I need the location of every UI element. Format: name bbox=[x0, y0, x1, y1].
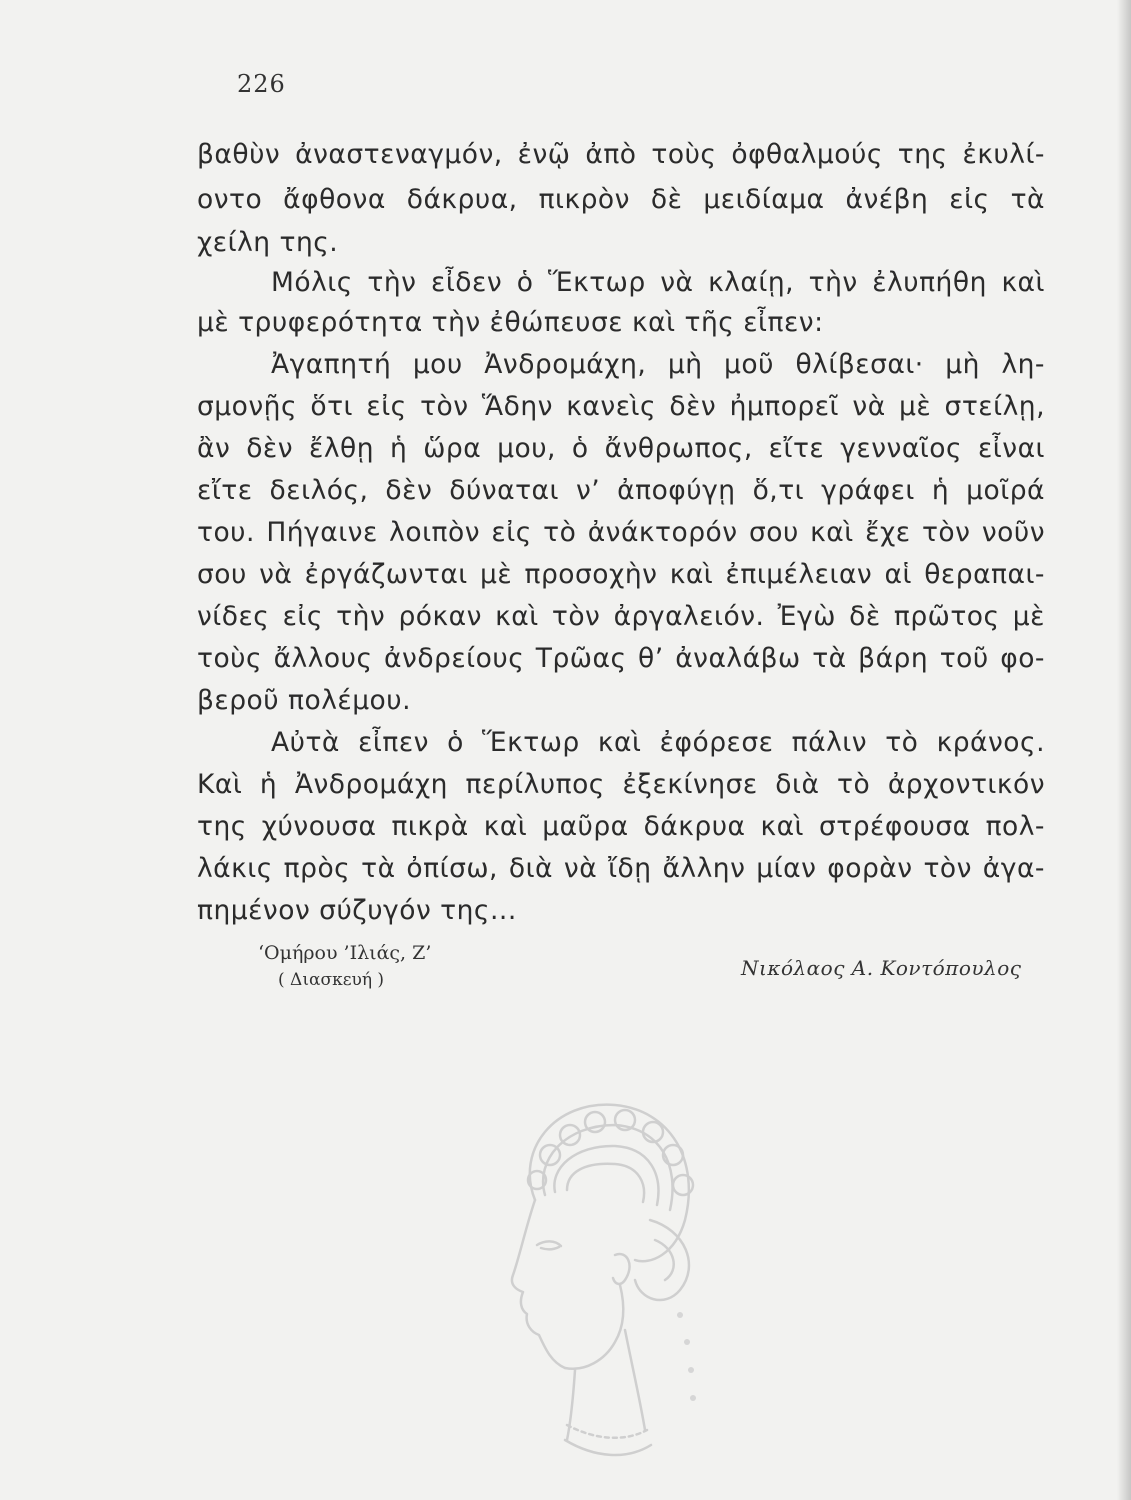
text-line: οντο ἄφθονα δάκρυα, πικρὸν δὲ μειδίαμα ἀνέβη εἰς τὰ bbox=[197, 184, 1045, 215]
text-line: Αὐτὰ εἶπεν ὁ Ἕκτωρ καὶ ἐφόρεσε πάλιν τὸ κράνος. bbox=[271, 727, 1045, 758]
source-note: ( Διασκευή ) bbox=[278, 970, 385, 990]
text-line: Μόλις τὴν εἶδεν ὁ Ἕκτωρ νὰ κλαίῃ, τὴν ἐλυπήθη καὶ bbox=[271, 267, 1045, 298]
text-line: νίδες εἰς τὴν ρόκαν καὶ τὸν ἀργαλειόν. Ἐγὼ δὲ πρῶτος μὲ bbox=[197, 601, 1045, 632]
text-line: χείλη της. bbox=[197, 227, 339, 258]
woman-profile-head-icon bbox=[475, 1080, 715, 1470]
text-line: τοὺς ἄλλους ἀνδρείους Τρῶας θ’ ἀναλάβω τὰ βάρη τοῦ φο- bbox=[197, 643, 1045, 674]
text-line: Καὶ ἡ Ἀνδρομάχη περίλυπος ἐξεκίνησε διὰ τὸ ἀρχοντικόν bbox=[197, 769, 1045, 800]
page-number: 226 bbox=[237, 70, 286, 98]
text-line: του. Πήγαινε λοιπὸν εἰς τὸ ἀνάκτορόν σου καὶ ἔχε τὸν νοῦν bbox=[197, 517, 1045, 548]
text-line: σμονῇς ὅτι εἰς τὸν Ἅδην κανεὶς δὲν ἠμπορεῖ νὰ μὲ στείλῃ, bbox=[197, 391, 1045, 422]
text-line: βεροῦ πολέμου. bbox=[197, 685, 412, 716]
text-line: της χύνουσα πικρὰ καὶ μαῦρα δάκρυα καὶ στρέφουσα πολ- bbox=[197, 811, 1045, 842]
page-edge-shadow bbox=[1117, 0, 1131, 1500]
author-signature: Νικόλαος Α. Κοντόπουλος bbox=[741, 956, 1022, 980]
text-line: λάκις πρὸς τὰ ὀπίσω, διὰ νὰ ἴδῃ ἄλλην μίαν φορὰν τὸν ἀγα- bbox=[197, 853, 1045, 884]
text-line: βαθὺν ἀναστεναγμόν, ἐνῷ ἀπὸ τοὺς ὀφθαλμούς της ἐκυλί- bbox=[197, 139, 1045, 170]
text-line: ἂν δὲν ἔλθῃ ἡ ὥρα μου, ὁ ἄνθρωπος, εἴτε γενναῖος εἶναι bbox=[197, 433, 1045, 464]
source-citation: ‘Ομήρου ’Ιλιάς, Ζ’ bbox=[258, 942, 432, 964]
text-line: εἴτε δειλός, δὲν δύναται ν’ ἀποφύγῃ ὅ,τι γράφει ἡ μοῖρά bbox=[197, 475, 1045, 506]
text-line: Ἀγαπητή μου Ἀνδρομάχη, μὴ μοῦ θλίβεσαι· μὴ λη- bbox=[271, 349, 1045, 380]
text-line: σου νὰ ἐργάζωνται μὲ προσοχὴν καὶ ἐπιμέλειαν αἱ θεραπαι- bbox=[197, 559, 1045, 590]
text-line: πημένον σύζυγόν της... bbox=[197, 895, 517, 926]
text-line: μὲ τρυφερότητα τὴν ἐθώπευσε καὶ τῆς εἶπεν: bbox=[197, 307, 824, 338]
